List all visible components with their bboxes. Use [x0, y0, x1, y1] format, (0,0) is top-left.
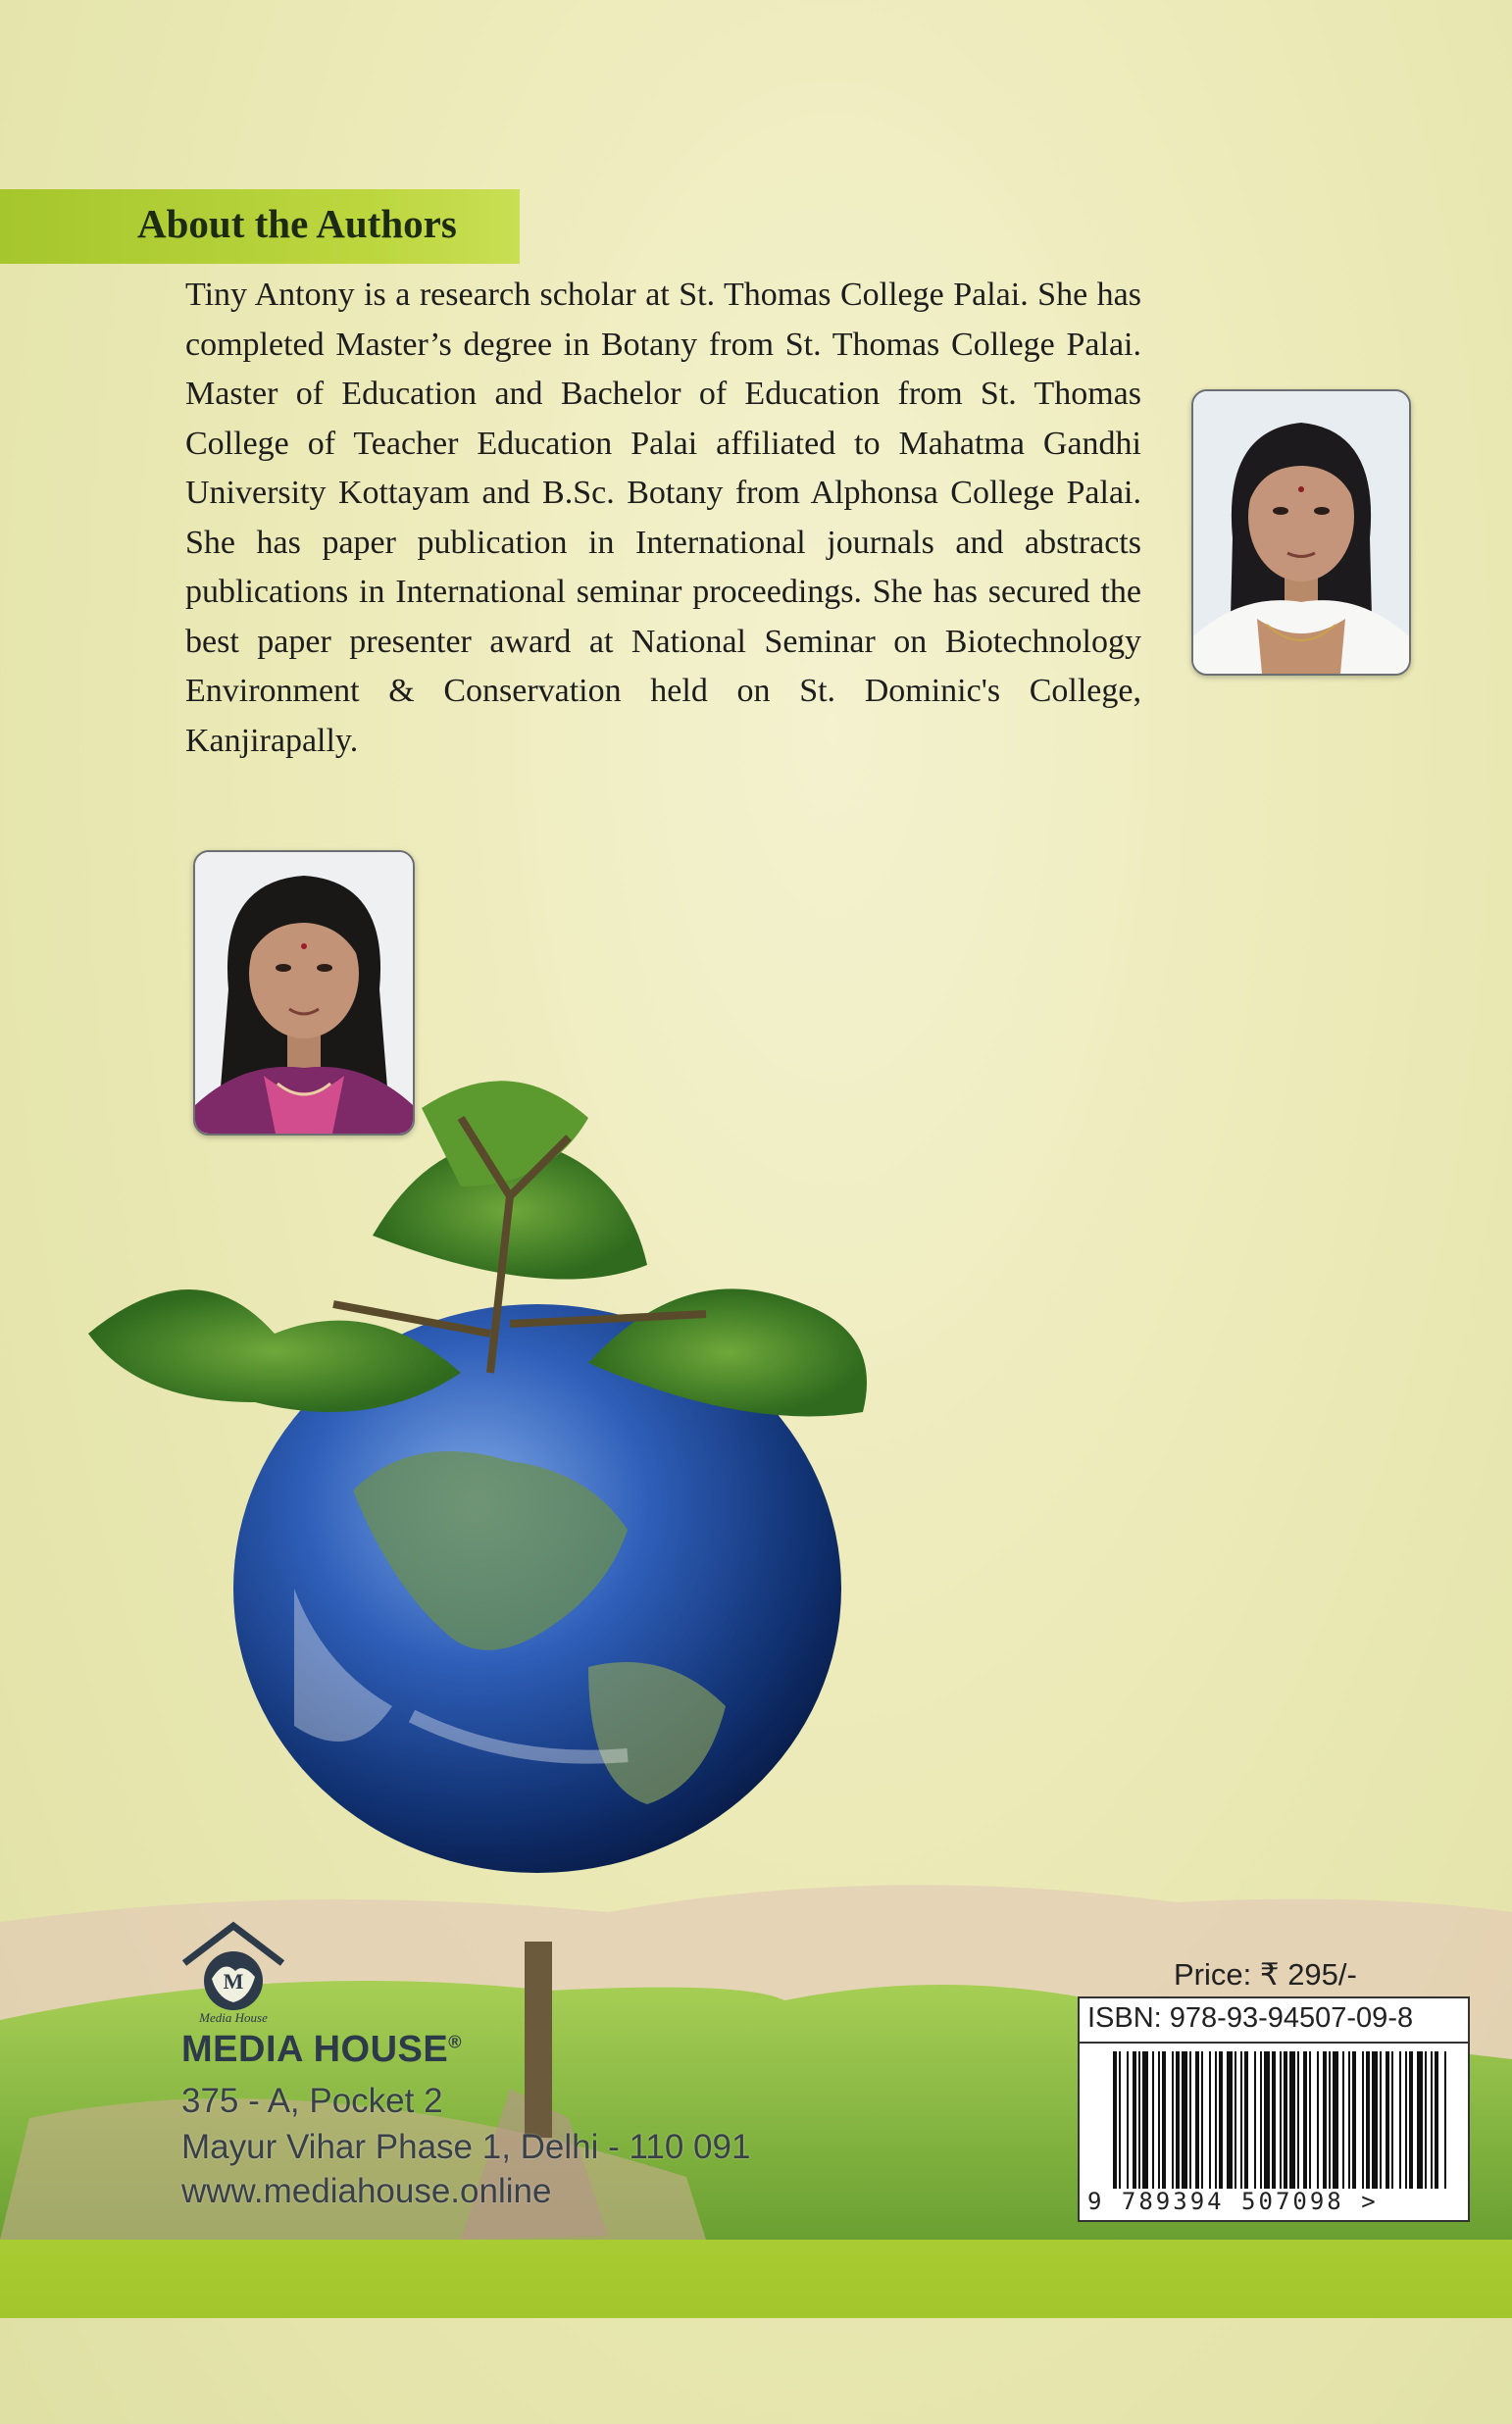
logo-text: Media House	[199, 2010, 268, 2025]
barcode-box	[1078, 1996, 1470, 2222]
price-label: Price: ₹ 295/-	[1174, 1957, 1357, 1992]
publisher-website: www.mediahouse.online	[181, 2172, 552, 2210]
author1-bio: Tiny Antony is a research scholar at St. Thomas College Palai. She has completed Master’s degree in Botany from St. Thomas College Palai. Master of Education and Bachelor of Education from St. Thomas College of Teacher Education Palai affiliated to Mahatma Gandhi University Kottayam and B.Sc. Botany from Alphonsa College Palai. She has paper publication in International journals and abstracts publications in International seminar proceedings. She has secured the best paper presenter award at National Seminar on Biotechnology Environment & Conservation held on St. Dominic's College, Kanjirapally.	[185, 277, 1141, 759]
publisher-name-text: MEDIA HOUSE	[181, 2029, 449, 2070]
barcode-bars	[1113, 2051, 1446, 2189]
publisher-name	[181, 2029, 462, 2071]
isbn-label: ISBN: 978-93-94507-09-8	[1087, 2002, 1414, 2034]
publisher-address-line1: 375 - A, Pocket 2	[181, 2082, 443, 2120]
svg-text:M: M	[223, 1969, 244, 1994]
registered-mark: ®	[448, 2032, 462, 2052]
author1-photo	[1191, 389, 1411, 676]
isbn-divider	[1080, 2042, 1468, 2044]
section-title: About the Authors	[137, 201, 457, 246]
publisher-logo	[175, 1920, 292, 2028]
bottom-band	[0, 2240, 1512, 2318]
publisher-address-line2: Mayur Vihar Phase 1, Delhi - 110 091	[181, 2128, 751, 2166]
barcode-digits: 9 789394 507098 >	[1087, 2188, 1379, 2215]
